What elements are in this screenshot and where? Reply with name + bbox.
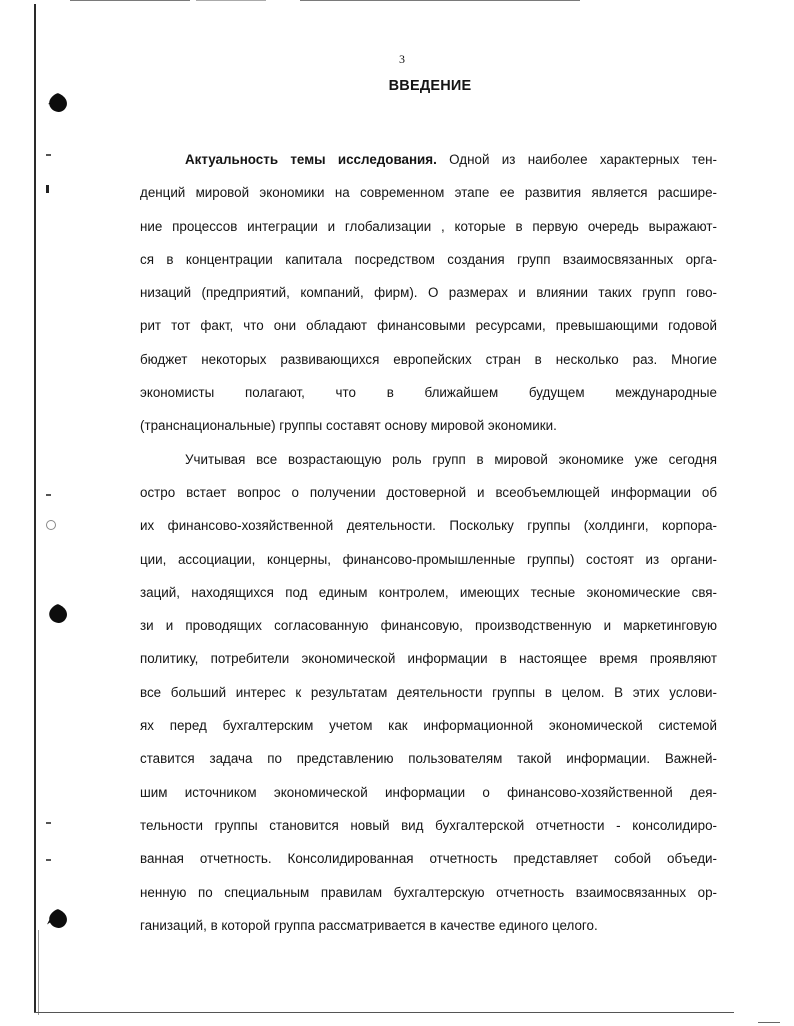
punch-hole-icon xyxy=(47,603,69,625)
scan-edge-left-thin xyxy=(38,930,39,1015)
scan-edge-top xyxy=(196,0,266,1)
scan-mark xyxy=(46,822,51,824)
scan-mark xyxy=(46,520,56,530)
punch-hole-icon xyxy=(47,908,69,930)
scan-mark xyxy=(46,859,51,861)
scan-edge-bottom xyxy=(34,1012,734,1013)
section-lead: Актуальность темы исследования. xyxy=(185,152,437,167)
text-line: шим источником экономической информации о финансово-хозяйственной дея- xyxy=(140,784,717,800)
scan-mark xyxy=(46,154,51,156)
text-line: их финансово-хозяйственной деятельности. Поскольку группы (холдинги, корпора- xyxy=(140,518,717,534)
text-line: ции, ассоциации, концерны, финансово-промышленные группы) состоят из органи- xyxy=(140,551,717,567)
text-line: ванная отчетность. Консолидированная отчетность представляет собой объеди- xyxy=(140,851,717,867)
text-line: политику, потребители экономической информации в настоящее время проявляют xyxy=(140,651,717,667)
text-line: тельности группы становится новый вид бухгалтерской отчетности - консолидиро- xyxy=(140,817,717,833)
page-number: 3 xyxy=(399,52,405,66)
scan-edge-top xyxy=(70,0,190,1)
text-line: ся в концентрации капитала посредством создания групп взаимосвязанных орга- xyxy=(140,251,717,267)
scan-mark xyxy=(46,185,49,193)
text-line: заций, находящихся под единым контролем, имеющих тесные экономические свя- xyxy=(140,584,717,600)
text-line: ние процессов интеграции и глобализации , которые в первую очередь выражают- xyxy=(140,218,717,234)
scan-edge-top xyxy=(300,0,580,1)
text-line: Учитывая все возрастающую роль групп в мировой экономике уже сегодня xyxy=(185,451,717,467)
text-line: (транснациональные) группы составят основу мировой экономики. xyxy=(140,418,557,434)
document-body xyxy=(140,143,717,942)
text-line: ставится задача по представлению пользователям такой информации. Важней- xyxy=(140,751,717,767)
scan-edge-left xyxy=(34,4,36,1012)
text-line: зи и проводящих согласованную финансовую, производственную и маркетинговую xyxy=(140,618,717,634)
text-line: все больший интерес к результатам деятельности группы в целом. В этих услови- xyxy=(140,684,717,700)
text-line: Актуальность темы исследования. Одной из наиболее характерных тен- xyxy=(185,152,717,167)
text-line: рит тот факт, что они обладают финансовыми ресурсами, превышающими годовой xyxy=(140,318,717,334)
text-line: остро встает вопрос о получении достоверной и всеобъемлющей информации об xyxy=(140,484,717,500)
text-line: ненную по специальным правилам бухгалтерскую отчетность взаимосвязанных ор- xyxy=(140,884,717,900)
scan-edge-bottom xyxy=(758,1022,780,1023)
text-line: экономисты полагают, что в ближайшем будущем международные xyxy=(140,385,717,401)
punch-hole-icon xyxy=(47,92,69,114)
text-line: ях перед бухгалтерским учетом как информационной экономической системой xyxy=(140,718,717,734)
page-title: ВВЕДЕНИЕ xyxy=(388,78,472,94)
text-line: ганизаций, в которой группа рассматривается в качестве единого целого. xyxy=(140,917,598,933)
text-line: денций мировой экономики на современном этапе ее развития является расшире- xyxy=(140,185,717,201)
text-line: низаций (предприятий, компаний, фирм). О размерах и влиянии таких групп гово- xyxy=(140,285,717,301)
scan-mark xyxy=(46,494,51,496)
text-line: бюджет некоторых развивающихся европейских стран в несколько раз. Многие xyxy=(140,351,717,367)
